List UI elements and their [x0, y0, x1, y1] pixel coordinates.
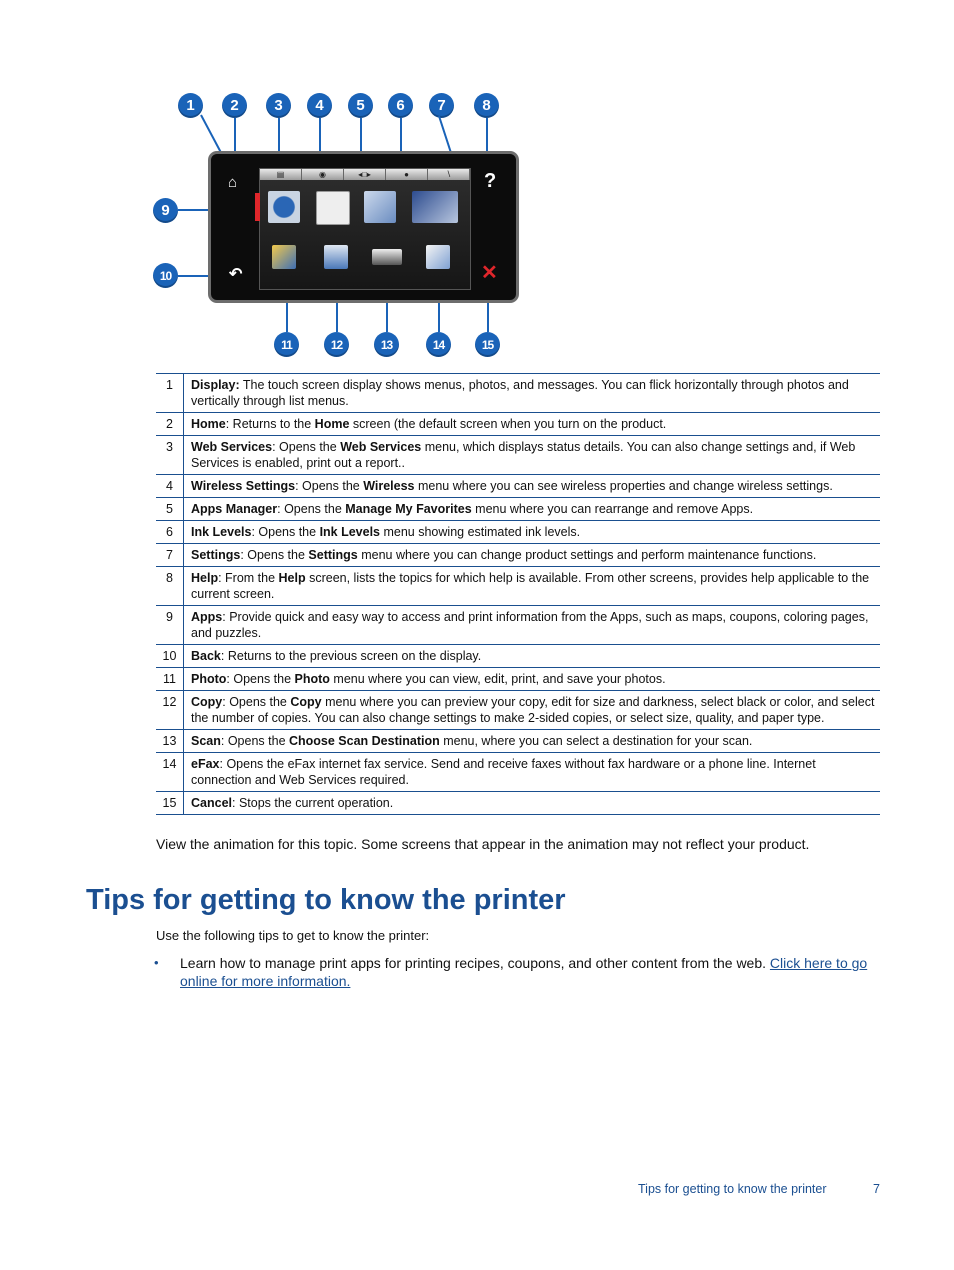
description-text: The touch screen display shows menus, photos, and messages. You can flick horizontally through photos and vertically through list menus. [191, 378, 849, 408]
description-text: : Returns to the [225, 417, 315, 431]
description-text: : Opens the [220, 734, 289, 748]
row-number: 11 [156, 668, 184, 691]
description-text: menu, which displays status details. You can also change settings and, if Web Services is enabled, print out a report.. [191, 440, 856, 470]
leader-line [200, 115, 222, 155]
wireless-icon[interactable]: ◉ [302, 169, 344, 180]
efax-tile[interactable] [426, 245, 450, 269]
description-text: menu where you can rearrange and remove Apps. [471, 502, 754, 516]
row-description [184, 567, 881, 606]
description-text: : Opens the [277, 502, 346, 516]
term-label: Photo [191, 672, 227, 686]
description-text: : Opens the [251, 525, 320, 539]
term-label: Settings [308, 548, 358, 562]
row-number: 5 [156, 498, 184, 521]
table-row [156, 413, 880, 436]
description-text: menu, where you can select a destination for your scan. [439, 734, 753, 748]
table-row [156, 374, 880, 413]
description-text: : Opens the eFax internet fax service. Send and receive faxes without fax hardware or a phone line. Internet connection and Web Services required. [191, 757, 816, 787]
term-label: Ink Levels [319, 525, 381, 539]
term-label: Wireless [363, 479, 415, 493]
description-text: menu where you can preview your copy, edit for size and darkness, select black or color, and select the number of copies. You can also change settings to make 2-sided copies, or select size, quality, and paper type. [191, 695, 875, 725]
bullet-marker: • [154, 955, 159, 970]
callout-14: 14 [426, 332, 451, 357]
row-number: 10 [156, 645, 184, 668]
back-arrow-icon[interactable]: ↶ [229, 266, 243, 283]
apps-manager-icon[interactable]: ◂□▸ [344, 169, 386, 180]
web-services-icon[interactable]: ▤ [260, 169, 302, 180]
row-description [184, 374, 881, 413]
description-text: : Stops the current operation. [232, 796, 394, 810]
table-row [156, 691, 880, 730]
callout-4: 4 [307, 93, 332, 118]
description-text: : Opens the [272, 440, 341, 454]
table-row [156, 645, 880, 668]
description-text: menu where you can see wireless properties and change wireless settings. [414, 479, 833, 493]
question-mark-icon[interactable]: ? [484, 170, 497, 192]
wrench-icon[interactable]: ∖ [428, 169, 470, 180]
description-text: : Opens the [226, 672, 295, 686]
printer-control-panel [208, 151, 519, 303]
term-label: Help [191, 571, 219, 585]
ink-drop-icon[interactable]: ● [386, 169, 428, 180]
table-row [156, 436, 880, 475]
description-text: : From the [218, 571, 279, 585]
status-bar [260, 169, 470, 180]
term-label: Choose Scan Destination [289, 734, 440, 748]
row-description [184, 544, 881, 567]
term-label: Settings [191, 548, 241, 562]
description-text: screen, lists the topics for which help is available. From other screens, provides help applicable to the current screen. [191, 571, 870, 601]
callout-10: 10 [153, 263, 178, 288]
description-text: : Opens the [240, 548, 309, 562]
callout-8: 8 [474, 93, 499, 118]
row-number: 7 [156, 544, 184, 567]
term-label: eFax [191, 757, 220, 771]
row-description [184, 436, 881, 475]
callout-6: 6 [388, 93, 413, 118]
term-label: Ink Levels [191, 525, 252, 539]
row-description [184, 730, 881, 753]
callout-7: 7 [429, 93, 454, 118]
section-heading: Tips for getting to know the printer [86, 884, 566, 916]
table-row [156, 753, 880, 792]
table-row [156, 730, 880, 753]
row-number: 6 [156, 521, 184, 544]
row-number: 4 [156, 475, 184, 498]
description-text: menu where you can view, edit, print, and save your photos. [329, 672, 666, 686]
app-puzzle-tile[interactable] [316, 191, 350, 225]
row-description [184, 413, 881, 436]
row-description [184, 521, 881, 544]
home-icon[interactable]: ⌂ [228, 174, 238, 191]
description-text: : Returns to the previous screen on the display. [220, 649, 482, 663]
touch-screen-display[interactable] [259, 168, 471, 290]
term-label: Home [314, 417, 350, 431]
footer-section-title: Tips for getting to know the printer [638, 1182, 827, 1196]
callout-1: 1 [178, 93, 203, 118]
callout-12: 12 [324, 332, 349, 357]
callout-13: 13 [374, 332, 399, 357]
term-label: Web Services [191, 440, 273, 454]
app-download-tile[interactable] [268, 191, 300, 223]
callout-3: 3 [266, 93, 291, 118]
term-label: Copy [290, 695, 322, 709]
term-label: Cancel [191, 796, 232, 810]
term-label: Back [191, 649, 221, 663]
row-description [184, 691, 881, 730]
row-description [184, 668, 881, 691]
callout-2: 2 [222, 93, 247, 118]
callout-11: 11 [274, 332, 299, 357]
cancel-x-icon[interactable]: ✕ [481, 262, 498, 284]
term-label: Wireless Settings [191, 479, 296, 493]
row-number: 12 [156, 691, 184, 730]
table-row [156, 521, 880, 544]
callout-5: 5 [348, 93, 373, 118]
term-label: Manage My Favorites [345, 502, 472, 516]
tips-intro: Use the following tips to get to know the printer: [156, 928, 430, 943]
term-label: Scan [191, 734, 221, 748]
row-number: 9 [156, 606, 184, 645]
more-info-link[interactable]: Click here to go online for more information. [180, 955, 868, 989]
row-description [184, 792, 881, 815]
row-number: 8 [156, 567, 184, 606]
scan-tile[interactable] [372, 249, 402, 265]
term-label: Apps Manager [191, 502, 278, 516]
callout-9: 9 [153, 198, 178, 223]
row-description [184, 606, 881, 645]
tip-item [180, 954, 882, 990]
table-row [156, 498, 880, 521]
description-text: : Provide quick and easy way to access and print information from the Apps, such as maps, coupons, coloring pages, and puzzles. [191, 610, 869, 640]
copy-tile[interactable] [324, 245, 348, 269]
description-text: : Opens the [295, 479, 364, 493]
table-row [156, 668, 880, 691]
row-description [184, 475, 881, 498]
row-number: 15 [156, 792, 184, 815]
row-description [184, 645, 881, 668]
row-number: 1 [156, 374, 184, 413]
table-row [156, 606, 880, 645]
animation-note: View the animation for this topic. Some screens that appear in the animation may not reflect your product. [156, 836, 810, 852]
control-panel-figure [150, 88, 530, 360]
description-text: menu showing estimated ink levels. [380, 525, 581, 539]
term-label: Web Services [340, 440, 422, 454]
tip-text: Learn how to manage print apps for printing recipes, coupons, and other content from the web. [180, 955, 770, 971]
table-row [156, 475, 880, 498]
row-number: 13 [156, 730, 184, 753]
row-description [184, 753, 881, 792]
row-number: 14 [156, 753, 184, 792]
table-row [156, 567, 880, 606]
app-scroll-indicator [255, 193, 260, 221]
term-label: Help [278, 571, 306, 585]
term-label: Apps [191, 610, 223, 624]
legend-table [156, 373, 880, 815]
row-number: 2 [156, 413, 184, 436]
description-text: screen (the default screen when you turn on the product. [349, 417, 667, 431]
description-text: menu where you can change product settings and perform maintenance functions. [357, 548, 817, 562]
table-row [156, 792, 880, 815]
app-news-tile[interactable] [412, 191, 458, 223]
row-number: 3 [156, 436, 184, 475]
term-label: Photo [294, 672, 330, 686]
callout-15: 15 [475, 332, 500, 357]
photo-tile[interactable] [272, 245, 296, 269]
description-text: : Opens the [222, 695, 291, 709]
term-label: Copy [191, 695, 223, 709]
page-number: 7 [873, 1182, 880, 1196]
app-hp-tile[interactable] [364, 191, 396, 223]
row-description [184, 498, 881, 521]
term-label: Home [191, 417, 226, 431]
term-label: Display: [191, 378, 240, 392]
table-row [156, 544, 880, 567]
